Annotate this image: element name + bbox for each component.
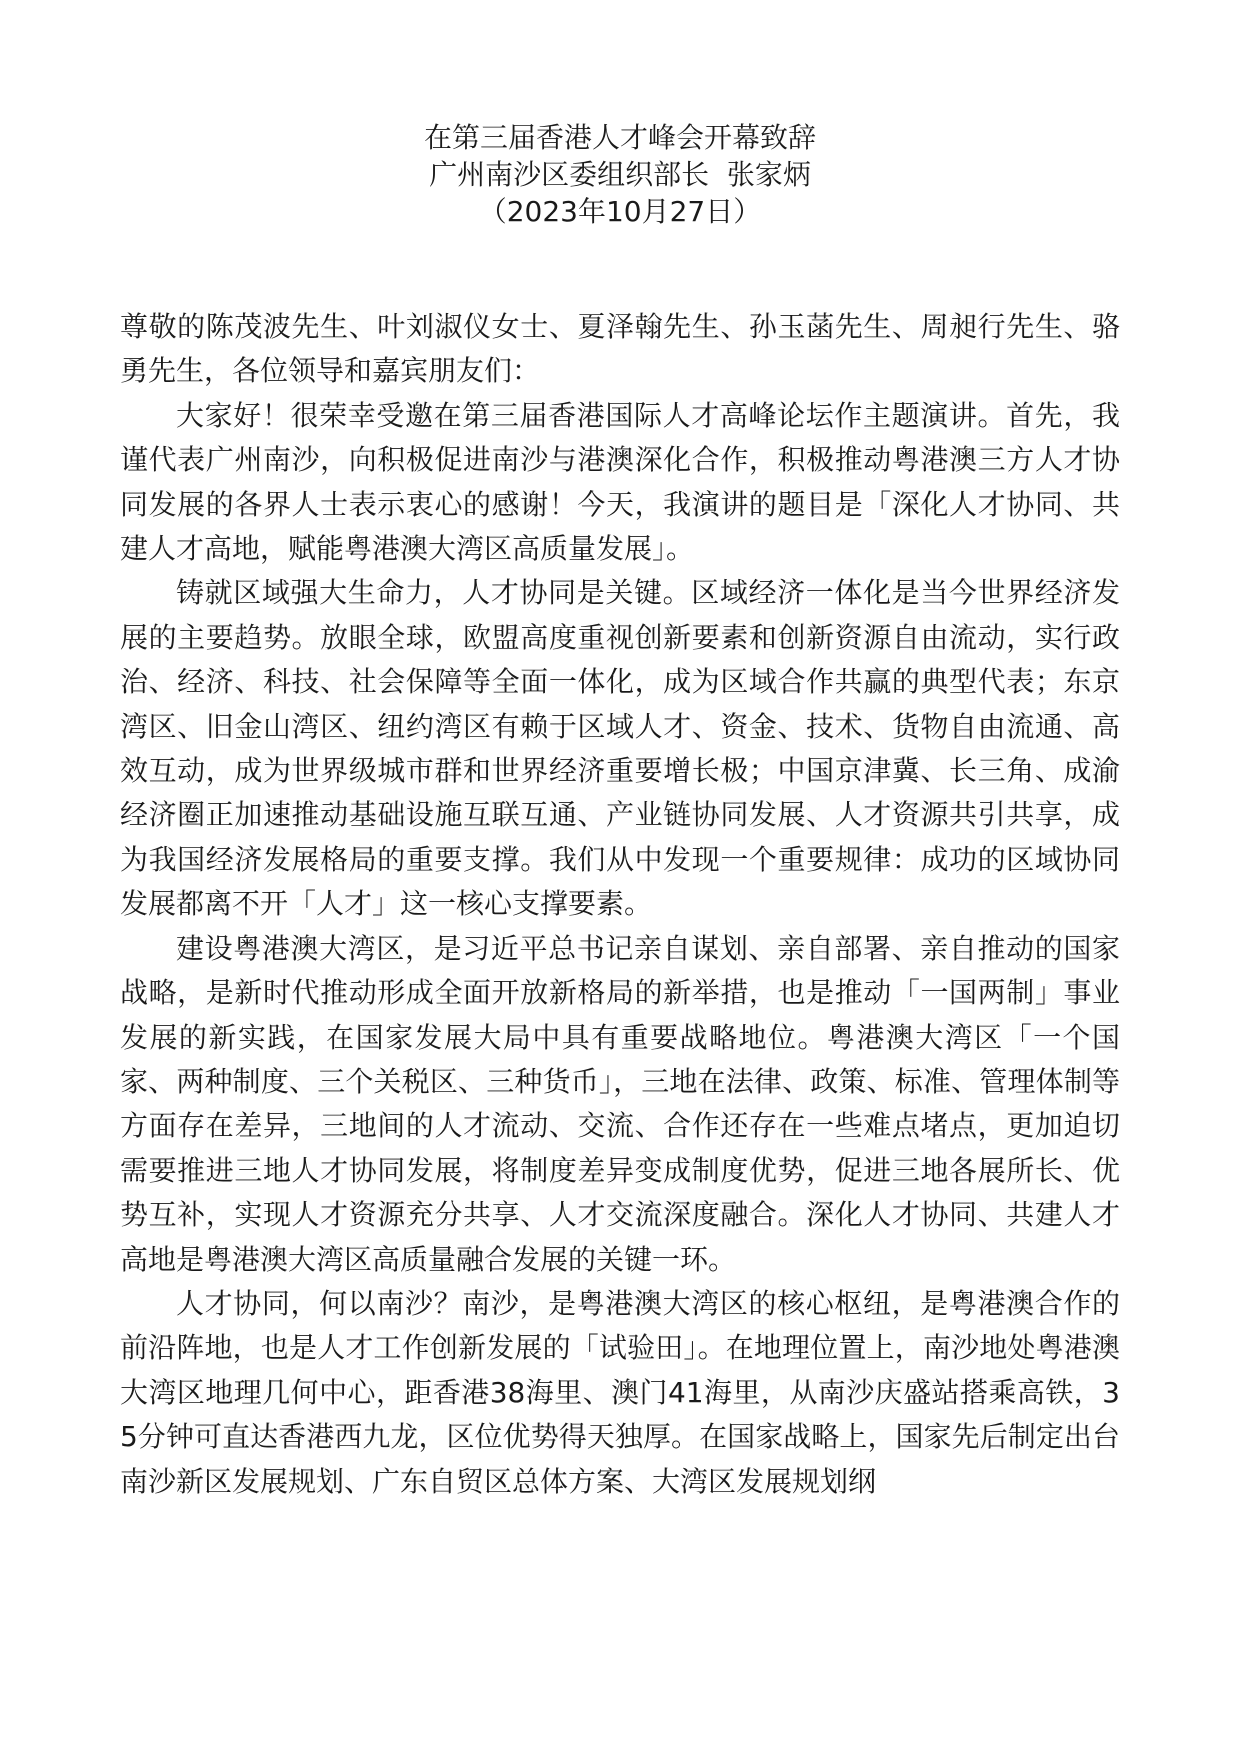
paragraph-why-nansha: 人才协同，何以南沙？南沙，是粤港澳大湾区的核心枢纽，是粤港澳合作的前沿阵地，也是人才工作创新发展的「试验田」。在地理位置上，南沙地处粤港澳大湾区地理几何中心，距香港38海里、澳门41海里，从南沙庆盛站搭乘高铁，35分钟可直达香港西九龙，区位优势得天独厚。在国家战略上，国家先后制定出台南沙新区发展规划、广东自贸区总体方案、大湾区发展规划纲	[120, 1286, 1120, 1498]
paragraph-greater-bay-area: 建设粤港澳大湾区，是习近平总书记亲自谋划、亲自部署、亲自推动的国家战略，是新时代推动形成全面开放新格局的新举措，也是推动「一国两制」事业发展的新实践，在国家发展大局中具有重要战略地位。粤港澳大湾区「一个国家、两种制度、三个关税区、三种货币」，三地在法律、政策、标准、管理体制等方面存在差异，三地间的人才流动、交流、合作还存在一些难点堵点，更加迫切需要推进三地人才协同发展，将制度差异变成制度优势，促进三地各展所长、优势互补，实现人才资源充分共享、人才交流深度融合。深化人才协同、共建人才高地是粤港澳大湾区高质量融合发展的关键一环。	[120, 931, 1120, 1276]
paragraph-opening: 大家好！很荣幸受邀在第三届香港国际人才高峰论坛作主题演讲。首先，我谨代表广州南沙，向积极促进南沙与港澳深化合作，积极推动粤港澳三方人才协同发展的各界人士表示衷心的感谢！今天，我演讲的题目是「深化人才协同、共建人才高地，赋能粤港澳大湾区高质量发展」。	[120, 398, 1120, 566]
speaker-line: 广州南沙区委组织部长 张家炳	[429, 158, 811, 191]
salutation-paragraph: 尊敬的陈茂波先生、叶刘淑仪女士、夏泽翰先生、孙玉菡先生、周昶行先生、骆勇先生，各位领导和嘉宾朋友们：	[120, 310, 1120, 388]
document-header	[0, 120, 1240, 230]
speech-body	[120, 305, 1120, 1504]
speech-title: 在第三届香港人才峰会开幕致辞	[423, 121, 816, 154]
speech-date: （2023年10月27日）	[478, 195, 762, 228]
paragraph-regional-integration: 铸就区域强大生命力，人才协同是关键。区域经济一体化是当今世界经济发展的主要趋势。放眼全球，欧盟高度重视创新要素和创新资源自由流动，实行政治、经济、科技、社会保障等全面一体化，成为区域合作共赢的典型代表；东京湾区、旧金山湾区、纽约湾区有赖于区域人才、资金、技术、货物自由流通、高效互动，成为世界级城市群和世界经济重要增长极；中国京津冀、长三角、成渝经济圈正加速推动基础设施互联互通、产业链协同发展、人才资源共引共享，成为我国经济发展格局的重要支撑。我们从中发现一个重要规律：成功的区域协同发展都离不开「人才」这一核心支撑要素。	[120, 576, 1120, 921]
